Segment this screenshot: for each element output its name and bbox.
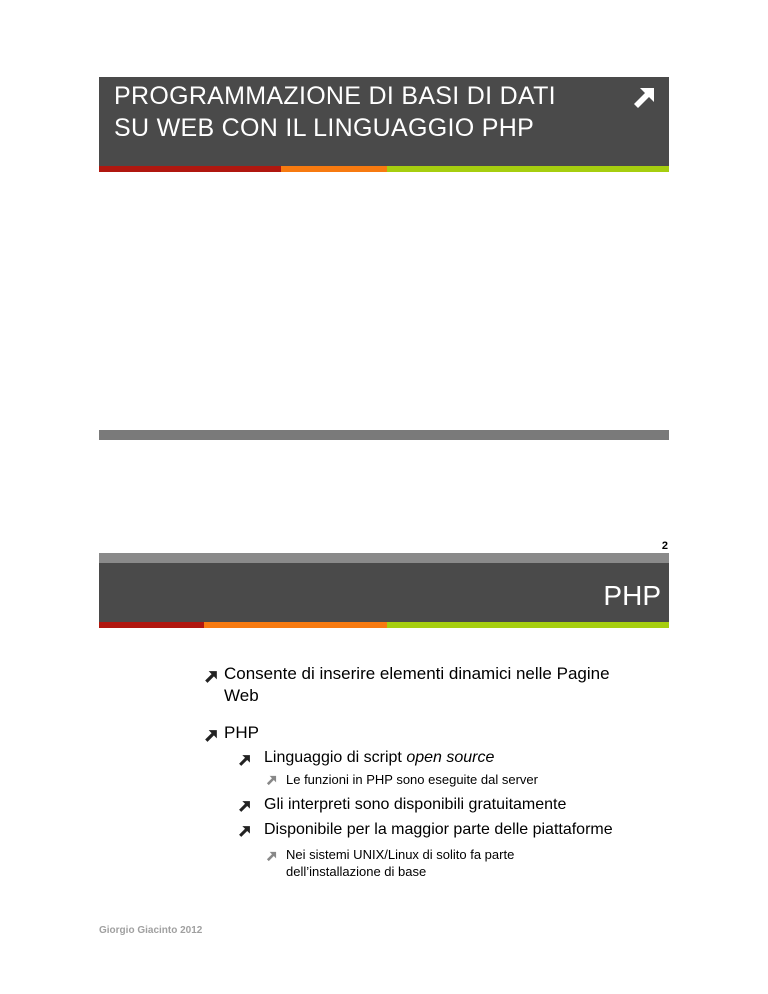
slide2-strip-green [387, 622, 669, 628]
bullet-text-line1: Nei sistemi UNIX/Linux di solito fa parte [286, 847, 515, 862]
arrow-up-right-icon [238, 754, 251, 767]
slide2-strip-orange [204, 622, 387, 628]
slide2-strip-red [99, 622, 204, 628]
bullet-text-line2: dell’installazione di base [286, 864, 427, 879]
slide1-strip-orange [281, 166, 387, 172]
slide1-bottom-bar [99, 430, 669, 440]
bullet-item [286, 846, 514, 880]
bullet-item: Le funzioni in PHP sono eseguite dal server [286, 772, 538, 787]
arrow-up-right-icon [238, 825, 251, 838]
arrow-up-right-icon [238, 800, 251, 813]
bullet-text-line2: Web [224, 686, 259, 705]
slide1-title-line2: SU WEB CON IL LINGUAGGIO PHP [114, 114, 535, 142]
slide1-title-line1: PROGRAMMAZIONE DI BASI DI DATI [114, 82, 556, 110]
slide1-strip-green [387, 166, 669, 172]
bullet-item [224, 663, 674, 707]
arrow-up-right-icon [266, 851, 277, 862]
bullet-text-line1: Consente di inserire elementi dinamici nelle Pagine [224, 664, 610, 683]
footer-author: Giorgio Giacinto 2012 [99, 925, 203, 936]
bullet-text: Linguaggio di script [264, 749, 407, 766]
slide1-title [114, 80, 634, 144]
bullet-text-italic: open source [406, 749, 495, 766]
arrow-up-right-icon [632, 86, 656, 110]
arrow-up-right-icon [204, 670, 218, 684]
slide2-title: PHP [603, 580, 661, 611]
bullet-item [264, 747, 494, 768]
arrow-up-right-icon [266, 775, 277, 786]
arrow-up-right-icon [204, 729, 218, 743]
page-number: 2 [661, 540, 668, 552]
bullet-item: Disponibile per la maggior parte delle piattaforme [264, 821, 613, 838]
bullet-item: PHP [224, 723, 259, 742]
bullet-item: Gli interpreti sono disponibili gratuitamente [264, 796, 567, 813]
slide2-top-bar [99, 553, 669, 563]
slide1-strip-red [99, 166, 281, 172]
